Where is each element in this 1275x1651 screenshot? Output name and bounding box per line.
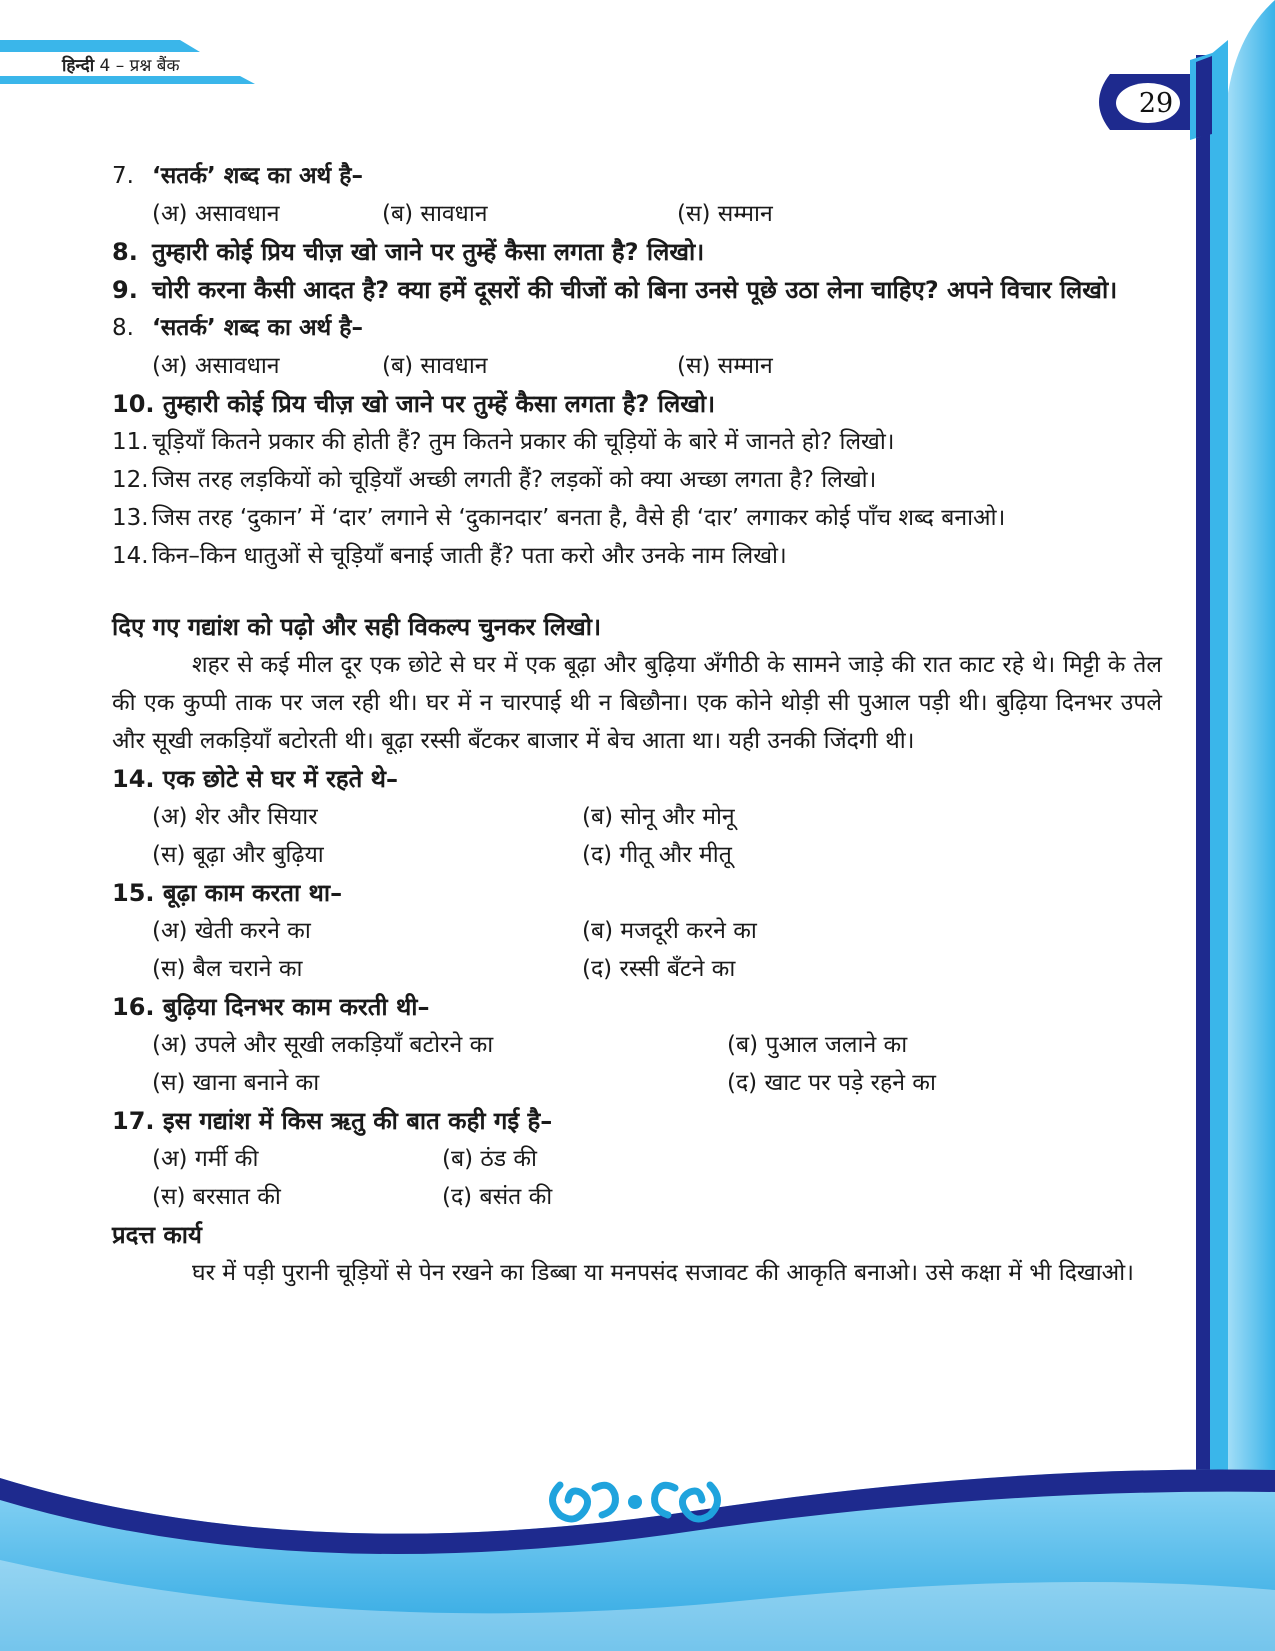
option: (द) रस्सी बँटने का	[582, 956, 736, 982]
question-number: 8.	[112, 315, 134, 341]
question-text	[112, 385, 1162, 423]
option: (ब) पुआल जलाने का	[727, 1032, 908, 1058]
question-number: 16.	[112, 993, 155, 1021]
mcq-question	[112, 988, 1162, 1026]
question-text: तुम्हारी कोई प्रिय चीज़ खो जाने पर तुम्हें कैसा लगता है? लिखो।	[152, 238, 705, 266]
question-body: इस गद्यांश में किस ऋतु की बात कही गई है–	[162, 1107, 553, 1135]
question-number: 14.	[112, 543, 149, 569]
question-item	[112, 385, 1162, 423]
page-number: 29	[1138, 88, 1174, 119]
options-row	[112, 1064, 1162, 1102]
question-number: 10.	[112, 390, 155, 418]
question-text: ‘सतर्क’ शब्द का अर्थ है–	[152, 315, 363, 341]
option: (स) सम्मान	[677, 201, 773, 227]
mcq-question	[112, 1102, 1162, 1140]
options-row	[112, 1140, 1162, 1178]
option: (अ) गर्मी की	[152, 1146, 259, 1172]
option: (अ) खेती करने का	[152, 918, 311, 944]
question-text: ‘सतर्क’ शब्द का अर्थ है–	[152, 163, 363, 189]
header-rest: 4 – प्रश्न बैंक	[99, 56, 180, 76]
option: (ब) सोनू और मोनू	[582, 804, 735, 830]
option: (स) सम्मान	[677, 353, 773, 379]
question-item	[112, 423, 1162, 461]
options-row	[112, 836, 1162, 874]
question-body: तुम्हारी कोई प्रिय चीज़ खो जाने पर तुम्हें कैसा लगता है? लिखो।	[162, 390, 716, 418]
ornament-icon	[540, 1470, 730, 1530]
mcq-question	[112, 760, 1162, 798]
mcq-question-text	[112, 874, 1162, 912]
options-row	[112, 912, 1162, 950]
mcq-question	[112, 874, 1162, 912]
options-row	[112, 195, 1162, 233]
header-subject: हिन्दी	[62, 56, 95, 76]
question-number: 7.	[112, 163, 134, 189]
option: (ब) सावधान	[382, 201, 488, 227]
question-item	[112, 537, 1162, 575]
question-item	[112, 271, 1162, 309]
option: (अ) असावधान	[152, 201, 280, 227]
option: (ब) ठंड की	[442, 1146, 537, 1172]
question-number: 15.	[112, 879, 155, 907]
option: (द) बसंत की	[442, 1184, 553, 1210]
option: (स) खाना बनाने का	[152, 1070, 320, 1096]
header-title	[62, 53, 180, 76]
question-number: 14.	[112, 765, 155, 793]
question-number: 12.	[112, 467, 149, 493]
option: (द) खाट पर पड़े रहने का	[727, 1070, 936, 1096]
question-item	[112, 157, 1162, 195]
question-number: 17.	[112, 1107, 155, 1135]
question-body: बूढ़ा काम करता था–	[162, 879, 343, 907]
option: (अ) उपले और सूखी लकड़ियाँ बटोरने का	[152, 1032, 494, 1058]
option: (अ) शेर और सियार	[152, 804, 318, 830]
question-number: 8.	[112, 238, 138, 266]
option: (द) गीतू और मीतू	[582, 842, 732, 868]
options-row	[112, 950, 1162, 988]
option: (स) बरसात की	[152, 1184, 281, 1210]
passage-text: शहर से कई मील दूर एक छोटे से घर में एक बूढ़ा और बुढ़िया अँगीठी के सामने जाड़े की रात काट रहे थे। मिट्टी के तेल की एक कुप्पी ताक पर जल रही थी। घर में न चारपाई थी न बिछौना। एक कोने थोड़ी सी पुआल पड़ी थी। बुढ़िया दिनभर उपले और सूखी लकड़ियाँ बटोरती थी। बूढ़ा रस्सी बँटकर बाजार में बेच आता था। यही उनकी जिंदगी थी।	[112, 652, 1162, 754]
question-item	[112, 233, 1162, 271]
question-body: बुढ़िया दिनभर काम करती थी–	[162, 993, 430, 1021]
question-number: 11.	[112, 429, 149, 455]
options-row	[112, 1026, 1162, 1064]
options-row	[112, 1178, 1162, 1216]
question-number: 9.	[112, 276, 138, 304]
question-text: जिस तरह ‘दुकान’ में ‘दार’ लगाने से ‘दुकानदार’ बनता है, वैसे ही ‘दार’ लगाकर कोई पाँच शब्द बनाओ।	[152, 505, 1006, 531]
question-body: एक छोटे से घर में रहते थे–	[162, 765, 398, 793]
mcq-question-text	[112, 988, 1162, 1026]
mcq-question-text	[112, 1102, 1162, 1140]
passage-title: दिए गए गद्यांश को पढ़ो और सही विकल्प चुनकर लिखो।	[112, 613, 602, 641]
question-number: 13.	[112, 505, 149, 531]
option: (ब) सावधान	[382, 353, 488, 379]
question-text: चोरी करना कैसी आदत है? क्या हमें दूसरों की चीजों को बिना उनसे पूछे उठा लेना चाहिए? अपने विचार लिखो।	[152, 276, 1118, 304]
question-text: जिस तरह लड़कियों को चूड़ियाँ अच्छी लगती हैं? लड़कों को क्या अच्छा लगता है? लिखो।	[152, 467, 877, 493]
question-text: किन–किन धातुओं से चूड़ियाँ बनाई जाती हैं? पता करो और उनके नाम लिखो।	[152, 543, 787, 569]
option: (स) बैल चराने का	[152, 956, 303, 982]
question-item	[112, 461, 1162, 499]
page-content	[112, 157, 1162, 1292]
activity-text: घर में पड़ी पुरानी चूड़ियों से पेन रखने का डिब्बा या मनपसंद सजावट की आकृति बनाओ। उसे कक्षा में भी दिखाओ।	[192, 1260, 1134, 1286]
option: (स) बूढ़ा और बुढ़िया	[152, 842, 324, 868]
activity-title: प्रदत्त कार्य	[112, 1221, 202, 1249]
question-item	[112, 499, 1162, 537]
options-row	[112, 347, 1162, 385]
option: (ब) मजदूरी करने का	[582, 918, 757, 944]
question-item	[112, 309, 1162, 347]
spacer	[112, 575, 1162, 608]
options-row	[112, 798, 1162, 836]
option: (अ) असावधान	[152, 353, 280, 379]
question-text: चूड़ियाँ कितने प्रकार की होती हैं? तुम कितने प्रकार की चूड़ियों के बारे में जानते हो? लिखो।	[152, 429, 895, 455]
mcq-question-text	[112, 760, 1162, 798]
